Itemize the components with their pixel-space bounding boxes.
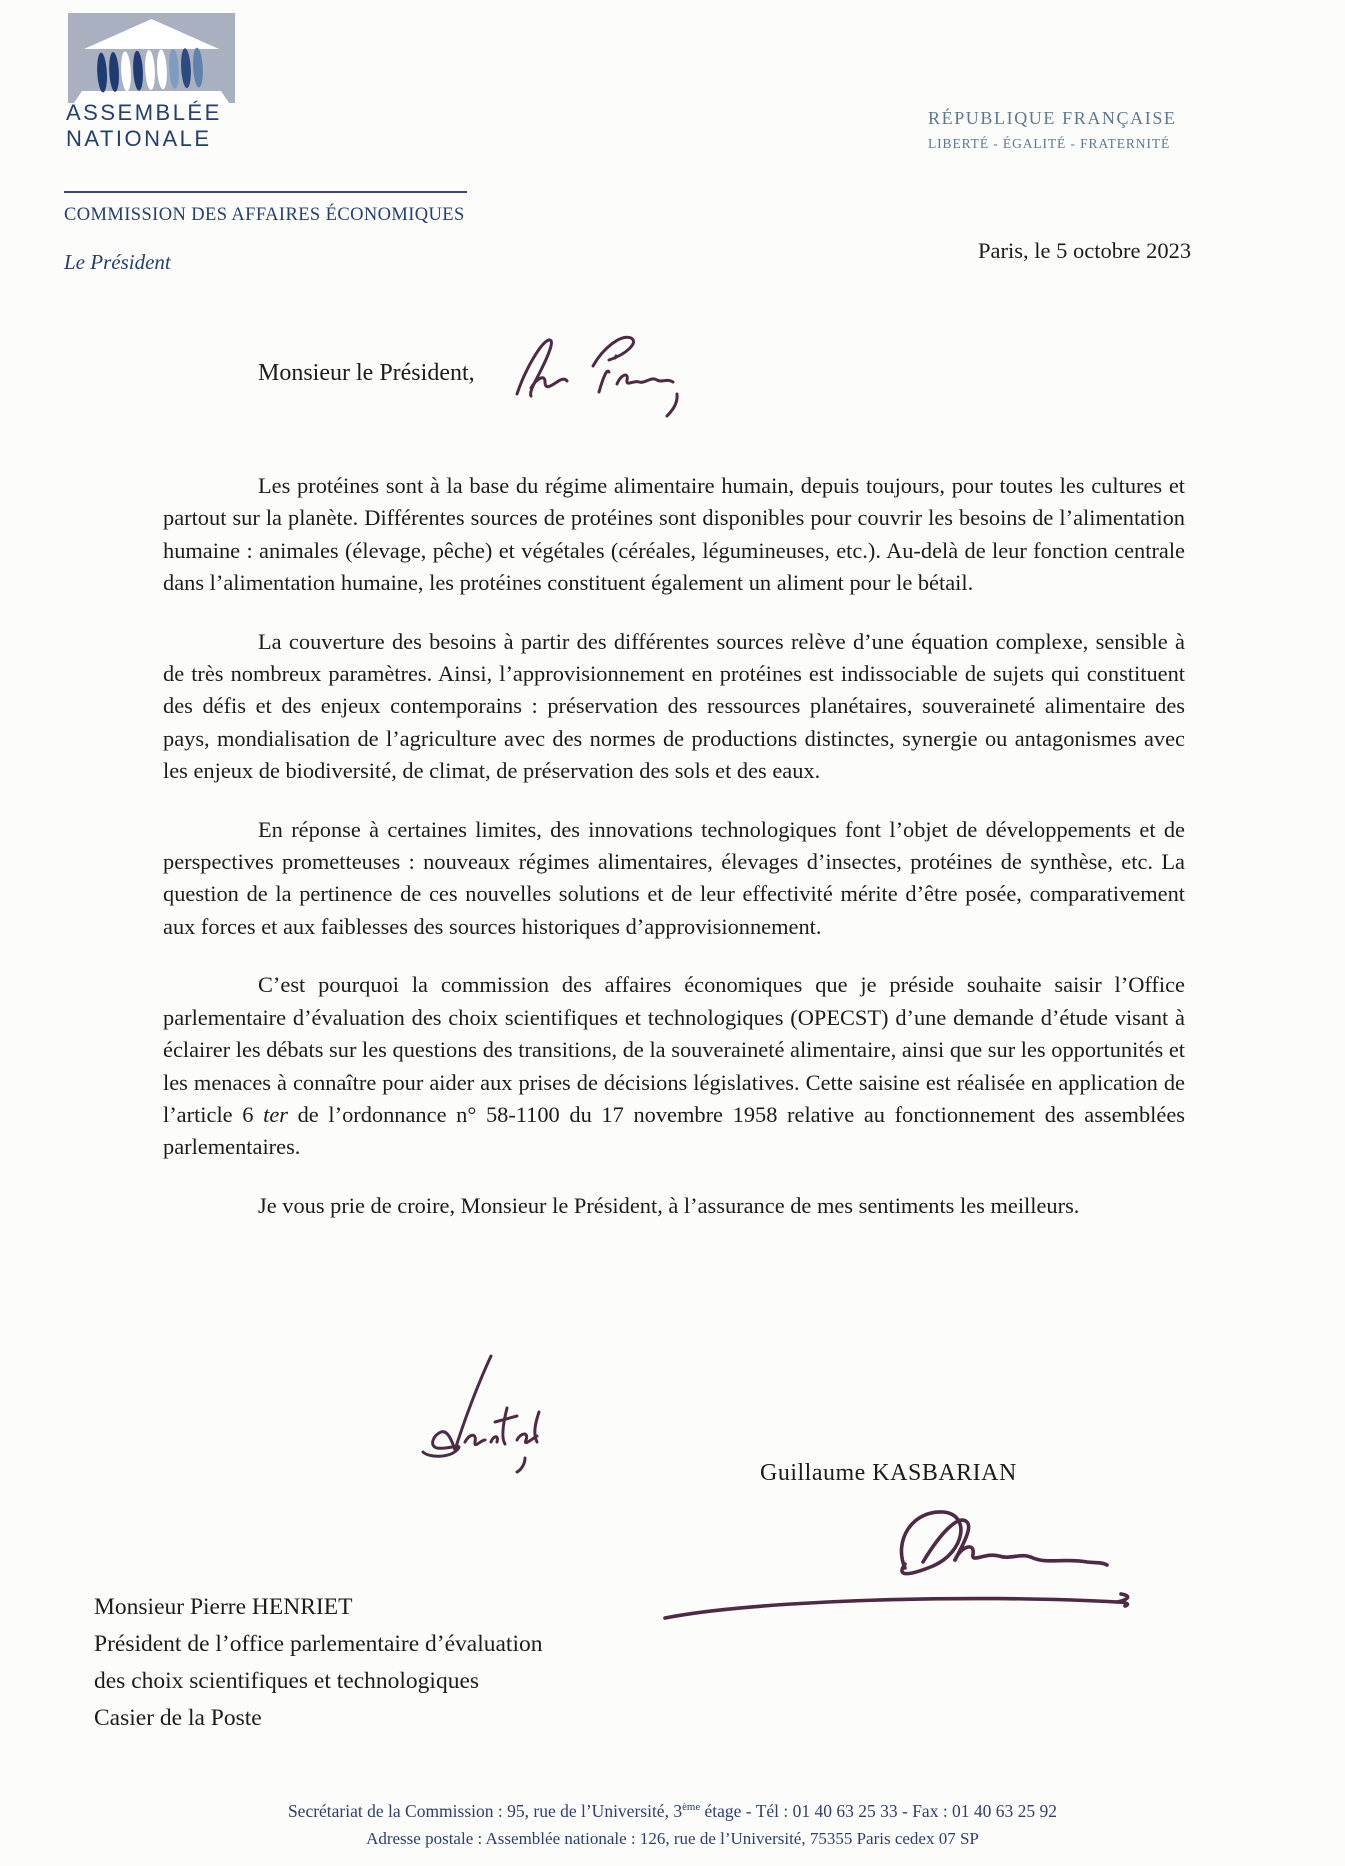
paragraph-text: Les protéines sont à la base du régime alimentaire humain, depuis toujours, pour toutes les cultures et partout sur la planète. Différentes sources de protéines sont disponibles pour couvrir les besoins de l’alimentation humaine : animales (élevage, pêche) et végétales (céréales, légumineuses, etc.). Au-delà de leur fonction centrale dans l’alimentation humaine, les protéines constituent également un aliment pour le bétail.: [163, 473, 1185, 596]
sender-role: Le Président: [64, 250, 171, 274]
recipient-line: Monsieur Pierre HENRIET: [94, 1594, 353, 1620]
signature-guillaume-kasbarian: [655, 1502, 1150, 1637]
recipient-line: Casier de la Poste: [94, 1705, 262, 1731]
commission-rule: [64, 191, 467, 193]
footer-secretariat-line: [0, 1801, 1345, 1822]
paragraph-text: de l’ordonnance n° 58-1100 du 17 novembre 1958 relative au fonctionnement des assemblées parlementaires.: [163, 1101, 1185, 1160]
dateline: Paris, le 5 octobre 2023: [978, 238, 1192, 263]
commission-title: COMMISSION DES AFFAIRES ÉCONOMIQUES: [64, 205, 465, 225]
institution-line1: ASSEMBLÉE: [66, 100, 222, 125]
handwritten-salutation-cher-pierre: [505, 328, 685, 423]
footer-postal-line: Adresse postale : Assemblée nationale : 126, rue de l’Université, 75355 Paris cedex 07 SP: [366, 1829, 979, 1848]
paragraph: [163, 626, 1185, 788]
letter-body: [163, 470, 1185, 1248]
recipient-line: Président de l’office parlementaire d’évaluation: [94, 1631, 543, 1657]
recipient-line: des choix scientifiques et technologiques: [94, 1668, 480, 1694]
paragraph: [163, 969, 1185, 1163]
footer-superscript: ème: [682, 1801, 701, 1814]
footer-text: étage - Tél : 01 40 63 25 33 - Fax : 01 40 63 25 92: [700, 1801, 1058, 1821]
paragraph-text: En réponse à certaines limites, des innovations technologiques font l’objet de développements et de perspectives prometteuses : nouveaux régimes alimentaires, élevages d’insectes, protéines de synthèse, etc. La question de la pertinence de ces nouvelles solutions et de leur effectivité mérite d’être posée, comparativement aux forces et aux faiblesses des sources historiques d’approvisionnement.: [163, 816, 1185, 939]
footer: [0, 1801, 1345, 1849]
assemblee-nationale-logo-icon: [68, 13, 235, 103]
devise-label: LIBERTÉ - ÉGALITÉ - FRATERNITÉ: [928, 136, 1171, 151]
institution-wordmark: [66, 100, 222, 152]
paragraph-text: Je vous prie de croire, Monsieur le Président, à l’assurance de mes sentiments les meilleurs.: [258, 1192, 1080, 1218]
paragraph: [163, 470, 1185, 600]
handwritten-closing-amities: [413, 1350, 548, 1475]
republique-francaise-label: RÉPUBLIQUE FRANÇAISE: [928, 108, 1177, 128]
institution-line2: NATIONALE: [66, 126, 212, 151]
salutation: Monsieur le Président,: [258, 360, 475, 386]
recipient-block: [94, 1589, 543, 1737]
republique-block: [928, 108, 1177, 152]
signer-name: Guillaume KASBARIAN: [760, 1460, 1017, 1486]
paragraph-text: La couverture des besoins à partir des différentes sources relève d’une équation complexe, sensible à de très nombreux paramètres. Ainsi, l’approvisionnement en protéines est indissociable de sujets qui constituent des défis et des enjeux contemporains : préservation des ressources planétaires, souveraineté alimentaire des pays, mondialisation de l’agriculture avec des normes de productions distinctes, synergie ou antagonismes avec les enjeux de biodiversité, de climat, de préservation des sols et des eaux.: [163, 628, 1185, 784]
paragraph-text-italic: ter: [263, 1101, 288, 1127]
paragraph: [163, 814, 1185, 944]
footer-text: Secrétariat de la Commission : 95, rue de l’Université, 3: [287, 1801, 683, 1821]
paragraph-text: C’est pourquoi la commission des affaires économiques que je préside souhaite saisir l’Office parlementaire d’évaluation des choix scientifiques et technologiques (OPECST) d’une demande d’étude visant à éclairer les débats sur les questions des transitions, de la souveraineté alimentaire, ainsi que sur les opportunités et les menaces à connaître pour aider aux prises de décisions législatives. Cette saisine est réalisée en application de l’article 6: [163, 972, 1185, 1127]
paragraph: [163, 1190, 1185, 1222]
